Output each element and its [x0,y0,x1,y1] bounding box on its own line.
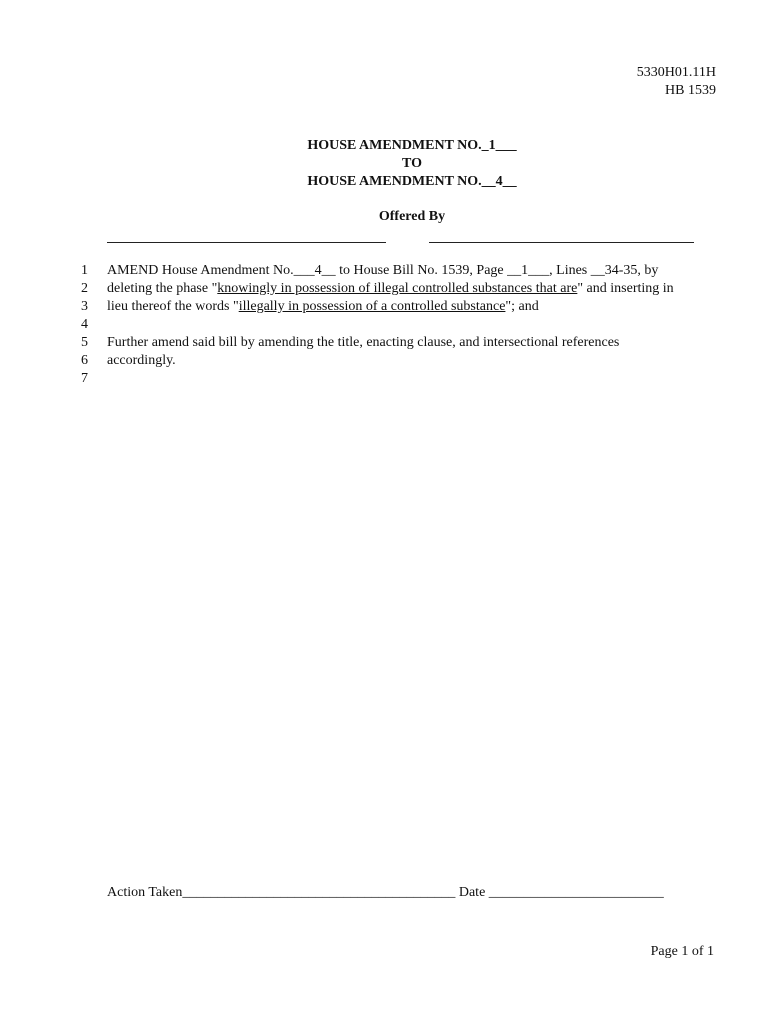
line-number: 2 [81,281,88,296]
line-number: 1 [81,263,88,278]
body-line-5: Further amend said bill by amending the title, enacting clause, and intersectional references [107,335,620,350]
amendment-title-line-3: HOUSE AMENDMENT NO.__4__ [307,174,517,189]
signature-line-left [107,242,386,243]
signature-line-right [429,242,694,243]
amendment-title-line-1: HOUSE AMENDMENT NO._1___ [307,138,517,153]
line-number: 3 [81,299,88,314]
body-text: lieu thereof the words " [107,299,239,314]
line-number: 5 [81,335,88,350]
body-line-6: accordingly. [107,353,176,368]
document-code: 5330H01.11H [636,65,716,80]
offered-by-label: Offered By [378,209,446,224]
amendment-heading [0,137,770,191]
line-numbers [74,262,88,388]
body-line-3 [107,298,727,316]
deleted-phrase: knowingly in possession of illegal controlled substances that are [217,281,578,296]
page-number: Page 1 of 1 [650,944,714,959]
line-number: 6 [81,353,88,368]
line-number: 4 [81,317,88,332]
amendment-body [107,262,727,370]
action-taken-field: Action Taken_______________________________________ Date _________________________ [107,885,664,900]
body-line-1: AMEND House Amendment No.___4__ to House Bill No. 1539, Page __1___, Lines __34-35, by [107,263,659,278]
body-text: " and inserting in [577,281,674,296]
body-line-4-blank [107,316,727,334]
body-text: "; and [505,299,539,314]
inserted-phrase: illegally in possession of a controlled substance [238,299,506,314]
amendment-title-line-2: TO [402,156,422,171]
line-number: 7 [81,371,88,386]
body-text: deleting the phase " [107,281,218,296]
bill-number: HB 1539 [665,83,716,98]
document-id [637,64,716,100]
body-line-2 [107,280,727,298]
